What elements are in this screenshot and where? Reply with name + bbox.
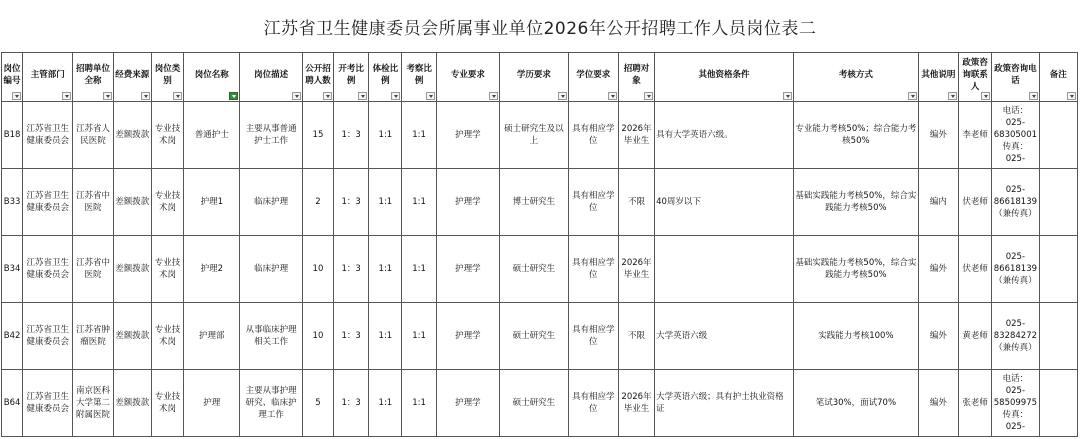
cell-text: 不限 (627, 331, 645, 341)
cell-text: 编外 (929, 130, 947, 140)
column-header (500, 53, 568, 102)
table-cell[interactable] (23, 303, 73, 370)
table-cell[interactable] (73, 169, 113, 236)
table-cell[interactable] (73, 236, 113, 303)
column-header (793, 53, 918, 102)
cell-text: 1:1 (412, 130, 426, 140)
filter-dropdown-icon[interactable] (103, 92, 112, 100)
cell-text: 硕士研究生 (512, 398, 556, 408)
filter-dropdown-icon[interactable] (12, 92, 21, 100)
cell-text: 实践能力考核100% (818, 331, 894, 341)
column-header (184, 53, 240, 102)
filter-dropdown-icon[interactable] (229, 92, 238, 100)
filter-dropdown-icon[interactable] (558, 92, 567, 100)
table-cell[interactable] (655, 236, 794, 303)
column-header-label: 岗位类别 (154, 64, 181, 86)
table-cell[interactable] (369, 303, 402, 370)
cell-text: 硕士研究生 (512, 264, 556, 274)
cell-text: 不限 (627, 197, 645, 207)
filter-dropdown-icon[interactable] (489, 92, 498, 100)
table-cell[interactable] (334, 102, 369, 169)
cell-text: 40周岁以下 (656, 197, 701, 207)
cell-text: 1:1 (378, 130, 393, 140)
cell-text: 硕士研究生及以上 (504, 124, 564, 146)
table-row (2, 102, 1078, 169)
cell-text: 1：3 (341, 130, 361, 140)
table-cell[interactable] (23, 236, 73, 303)
cell-text: 025-83284272（兼传真） (993, 319, 1038, 353)
column-header (402, 53, 436, 102)
table-cell[interactable] (918, 236, 958, 303)
cell-text: 编外 (929, 398, 947, 408)
cell-text: B34 (3, 264, 21, 274)
cell-text: 1:1 (378, 264, 393, 274)
cell-text: 1：3 (341, 197, 361, 207)
table-cell[interactable] (568, 102, 618, 169)
table-cell[interactable] (151, 169, 183, 236)
column-header (73, 53, 113, 102)
table-cell[interactable] (151, 236, 183, 303)
table-cell[interactable] (655, 169, 794, 236)
column-header-label: 专业要求 (450, 70, 485, 80)
cell-text: 2 (315, 197, 321, 207)
table-cell[interactable] (113, 370, 151, 437)
table-cell[interactable] (500, 102, 568, 169)
cell-text: B42 (3, 331, 21, 341)
table-cell[interactable] (655, 102, 794, 169)
column-header (334, 53, 369, 102)
cell-text: 差额拨款 (115, 398, 150, 408)
column-header (618, 53, 654, 102)
cell-text: 南京医科大学第二附属医院 (76, 386, 111, 420)
cell-text: 差额拨款 (115, 331, 150, 341)
cell-text: 黄老师 (962, 331, 988, 341)
table-cell[interactable] (402, 370, 436, 437)
table-cell[interactable] (959, 102, 992, 169)
cell-text: 专业技术岗 (154, 325, 181, 347)
cell-text: 专业技术岗 (154, 191, 181, 213)
cell-text: 护理部 (199, 331, 225, 341)
table-cell[interactable] (500, 169, 568, 236)
cell-text: 差额拨款 (115, 197, 150, 207)
table-cell[interactable] (992, 169, 1039, 236)
cell-text: 护理学 (455, 331, 481, 341)
cell-text: 李老师 (962, 130, 988, 140)
cell-text: B64 (3, 398, 21, 408)
table-row (2, 370, 1078, 437)
column-header-label: 岗位描述 (254, 70, 289, 80)
column-header (2, 53, 23, 102)
column-header (992, 53, 1039, 102)
table-cell[interactable] (500, 370, 568, 437)
cell-text: 编外 (929, 331, 947, 341)
cell-text: 江苏省卫生健康委员会 (26, 325, 70, 347)
column-header-label: 学位要求 (576, 70, 611, 80)
cell-text: 1:1 (412, 264, 426, 274)
cell-text: 15 (312, 130, 324, 140)
filter-dropdown-icon[interactable] (644, 92, 653, 100)
table-cell[interactable] (436, 370, 499, 437)
filter-dropdown-icon[interactable] (948, 92, 957, 100)
table-cell[interactable] (240, 102, 302, 169)
column-header-label: 考察比例 (406, 64, 432, 86)
table-cell[interactable] (2, 102, 23, 169)
filter-dropdown-icon[interactable] (391, 92, 400, 100)
table-cell[interactable] (618, 102, 654, 169)
cell-text: 江苏省中医院 (76, 191, 111, 213)
table-cell[interactable] (369, 169, 402, 236)
table-cell[interactable] (240, 370, 302, 437)
column-header (918, 53, 958, 102)
table-cell[interactable] (959, 169, 992, 236)
cell-text: 具有相应学位 (571, 258, 615, 280)
filter-dropdown-icon[interactable] (981, 92, 990, 100)
cell-text: 普通护士 (194, 130, 229, 140)
cell-text: 差额拨款 (115, 264, 150, 274)
column-header-label: 岗位编号 (3, 64, 21, 86)
filter-dropdown-icon[interactable] (292, 92, 301, 100)
cell-text: 专业技术岗 (154, 124, 181, 146)
table-cell[interactable] (793, 303, 918, 370)
filter-dropdown-icon[interactable] (1029, 92, 1038, 100)
table-cell[interactable] (918, 169, 958, 236)
cell-text: B18 (3, 130, 21, 140)
cell-text: 护理学 (455, 197, 481, 207)
column-header-label: 招聘单位全称 (76, 64, 111, 86)
cell-text: 10 (312, 331, 324, 341)
table-cell[interactable] (334, 236, 369, 303)
table-body (2, 102, 1078, 437)
filter-dropdown-icon[interactable] (908, 92, 917, 100)
column-header-label: 备注 (1049, 70, 1067, 80)
table-cell[interactable] (959, 303, 992, 370)
cell-text: 5 (315, 398, 321, 408)
table-cell[interactable] (436, 169, 499, 236)
cell-text: 主要从事普通护士工作 (245, 124, 297, 146)
table-cell[interactable] (369, 236, 402, 303)
table-cell[interactable] (793, 370, 918, 437)
cell-text: 1:1 (412, 398, 426, 408)
column-header (959, 53, 992, 102)
table-cell[interactable] (369, 370, 402, 437)
table-cell[interactable] (23, 169, 73, 236)
cell-text: 具有相应学位 (571, 124, 615, 146)
table-cell[interactable] (918, 370, 958, 437)
table-cell[interactable] (402, 236, 436, 303)
table-cell[interactable] (959, 370, 992, 437)
cell-text: 临床护理 (254, 197, 289, 207)
filter-dropdown-icon[interactable] (323, 92, 332, 100)
filter-dropdown-icon[interactable] (62, 92, 71, 100)
table-cell[interactable] (334, 370, 369, 437)
column-header-label: 其他说明 (921, 70, 956, 80)
column-header (151, 53, 183, 102)
cell-text: 1:1 (378, 398, 393, 408)
table-cell[interactable] (2, 169, 23, 236)
column-header-label: 开考比例 (338, 64, 364, 86)
table-cell[interactable] (436, 303, 499, 370)
table-cell[interactable] (568, 303, 618, 370)
cell-text: 江苏省卫生健康委员会 (26, 191, 70, 213)
cell-text: 江苏省肿瘤医院 (76, 325, 111, 347)
table-cell[interactable] (369, 102, 402, 169)
table-cell[interactable] (992, 370, 1039, 437)
column-header (23, 53, 73, 102)
cell-text: 2026年毕业生 (621, 392, 652, 414)
table-cell[interactable] (240, 169, 302, 236)
column-header (302, 53, 333, 102)
cell-text: 专业能力考核50%；综合能力考核50% (795, 124, 917, 146)
table-cell[interactable] (23, 102, 73, 169)
cell-text: 江苏省卫生健康委员会 (26, 124, 70, 146)
cell-text: 025-86618139（兼传真） (993, 252, 1038, 286)
table-cell[interactable] (918, 303, 958, 370)
column-header-label: 招聘对象 (623, 64, 650, 86)
cell-text: 专业技术岗 (154, 392, 181, 414)
filter-dropdown-icon[interactable] (173, 92, 182, 100)
column-header-label: 岗位名称 (194, 70, 229, 80)
filter-dropdown-icon[interactable] (783, 92, 792, 100)
column-header-label: 学历要求 (516, 70, 551, 80)
table-cell[interactable] (302, 303, 333, 370)
table-cell[interactable] (302, 236, 333, 303)
table-cell[interactable] (992, 102, 1039, 169)
table-cell[interactable] (334, 303, 369, 370)
job-table (1, 52, 1078, 437)
header-row (2, 53, 1078, 102)
cell-text: 大学英语六级 (656, 331, 708, 341)
table-cell[interactable] (1039, 169, 1077, 236)
table-cell[interactable] (992, 236, 1039, 303)
cell-text: 10 (312, 264, 324, 274)
cell-text: 护理2 (200, 264, 224, 274)
cell-text: 2026年毕业生 (621, 124, 652, 146)
cell-text: 电话：025-68305001传真：025- (993, 106, 1038, 164)
column-header-label: 经费来源 (115, 70, 150, 80)
table-cell[interactable] (793, 102, 918, 169)
table-cell[interactable] (1039, 236, 1077, 303)
table-cell[interactable] (151, 102, 183, 169)
cell-text: 大学英语六级；具有护士执业资格证 (656, 392, 784, 414)
cell-text: 护理学 (455, 130, 481, 140)
table-cell[interactable] (302, 370, 333, 437)
column-header-label: 政策咨询联系人 (962, 58, 988, 92)
cell-text: 1:1 (378, 331, 393, 341)
cell-text: 基础实践能力考核50%，综合实践能力考核50% (795, 258, 917, 280)
cell-text: 张老师 (962, 398, 988, 408)
table-cell[interactable] (500, 303, 568, 370)
table-cell[interactable] (568, 370, 618, 437)
table-cell[interactable] (618, 303, 654, 370)
table-cell[interactable] (184, 169, 240, 236)
cell-text: 伏老师 (962, 197, 988, 207)
table-cell[interactable] (302, 102, 333, 169)
column-header-label: 政策咨询电话 (994, 64, 1037, 86)
cell-text: 025-86618139（兼传真） (993, 185, 1038, 219)
cell-text: 基础实践能力考核50%，综合实践能力考核50% (795, 191, 917, 213)
table-cell[interactable] (2, 236, 23, 303)
table-cell[interactable] (1039, 370, 1077, 437)
column-header (240, 53, 302, 102)
cell-text: 具有相应学位 (571, 392, 615, 414)
table-cell[interactable] (655, 303, 794, 370)
table-cell[interactable] (992, 303, 1039, 370)
table-cell[interactable] (618, 370, 654, 437)
cell-text: 1:1 (412, 197, 426, 207)
cell-text: 具有相应学位 (571, 191, 615, 213)
cell-text: 护理学 (455, 398, 481, 408)
table-row (2, 303, 1078, 370)
table-cell[interactable] (500, 236, 568, 303)
column-header (113, 53, 151, 102)
column-header (369, 53, 402, 102)
cell-text: 临床护理 (254, 264, 289, 274)
cell-text: 差额拨款 (115, 130, 150, 140)
table-cell[interactable] (151, 303, 183, 370)
column-header (655, 53, 794, 102)
filter-dropdown-icon[interactable] (358, 92, 367, 100)
table-cell[interactable] (113, 169, 151, 236)
cell-text: 江苏省卫生健康委员会 (26, 392, 70, 414)
table-cell[interactable] (402, 102, 436, 169)
table-cell[interactable] (2, 370, 23, 437)
cell-text: 江苏省中医院 (76, 258, 111, 280)
table-cell[interactable] (1039, 303, 1077, 370)
cell-text: 护理1 (200, 197, 224, 207)
filter-dropdown-icon[interactable] (141, 92, 150, 100)
cell-text: 1：3 (341, 331, 361, 341)
cell-text: 编外 (929, 264, 947, 274)
table-cell[interactable] (73, 303, 113, 370)
table-cell[interactable] (655, 370, 794, 437)
table-cell[interactable] (113, 102, 151, 169)
table-cell[interactable] (302, 169, 333, 236)
table-row (2, 236, 1078, 303)
table-cell[interactable] (402, 169, 436, 236)
table-cell[interactable] (240, 303, 302, 370)
page-title: 江苏省卫生健康委员会所属事业单位2026年公开招聘工作人员岗位表二 (263, 18, 817, 39)
cell-text: 伏老师 (962, 264, 988, 274)
cell-text: 1:1 (378, 197, 393, 207)
cell-text: 电话：025-58509975传真：025- (993, 374, 1038, 432)
table-cell[interactable] (2, 303, 23, 370)
table-cell[interactable] (402, 303, 436, 370)
cell-text: 编内 (929, 197, 947, 207)
cell-text: 硕士研究生 (512, 331, 556, 341)
table-cell[interactable] (73, 370, 113, 437)
column-header (568, 53, 618, 102)
table-cell[interactable] (568, 169, 618, 236)
column-header-label: 主管部门 (30, 70, 65, 80)
cell-text: 护理学 (455, 264, 481, 274)
cell-text: B33 (3, 197, 21, 207)
cell-text: 博士研究生 (512, 197, 556, 207)
table-cell[interactable] (568, 236, 618, 303)
table-cell[interactable] (184, 370, 240, 437)
table-cell[interactable] (184, 102, 240, 169)
table-cell[interactable] (1039, 102, 1077, 169)
table-cell[interactable] (73, 102, 113, 169)
table-cell[interactable] (151, 370, 183, 437)
table-cell[interactable] (436, 236, 499, 303)
cell-text: 专业技术岗 (154, 258, 181, 280)
table-cell[interactable] (918, 102, 958, 169)
table-cell[interactable] (113, 303, 151, 370)
table-cell[interactable] (436, 102, 499, 169)
table-cell[interactable] (618, 236, 654, 303)
cell-text: 具有相应学位 (571, 325, 615, 347)
cell-text: 1：3 (341, 398, 361, 408)
table-cell[interactable] (23, 370, 73, 437)
column-header (436, 53, 499, 102)
cell-text: 具有大学英语六级。 (656, 130, 733, 140)
table-cell[interactable] (793, 236, 918, 303)
column-header-label: 公开招聘人数 (305, 64, 331, 86)
cell-text: 1：3 (341, 264, 361, 274)
column-header-label: 考核方式 (838, 70, 873, 80)
cell-text: 护理 (203, 398, 221, 408)
filter-dropdown-icon[interactable] (608, 92, 617, 100)
table-cell[interactable] (240, 236, 302, 303)
cell-text: 从事临床护理相关工作 (245, 325, 297, 347)
table-cell[interactable] (959, 236, 992, 303)
table-cell[interactable] (793, 169, 918, 236)
cell-text: 笔试30%，面试70% (815, 398, 897, 408)
cell-text: 2026年毕业生 (621, 258, 652, 280)
column-header-label: 其他资格条件 (698, 70, 750, 80)
table-cell[interactable] (113, 236, 151, 303)
cell-text: 1:1 (412, 331, 426, 341)
table-cell[interactable] (334, 169, 369, 236)
table-cell[interactable] (184, 236, 240, 303)
cell-text: 主要从事护理研究、临床护理工作 (245, 386, 297, 420)
table-row (2, 169, 1078, 236)
column-header-label: 体检比例 (372, 64, 399, 86)
table-cell[interactable] (184, 303, 240, 370)
filter-dropdown-icon[interactable] (1067, 92, 1076, 100)
column-header (1039, 53, 1077, 102)
table-cell[interactable] (618, 169, 654, 236)
filter-dropdown-icon[interactable] (426, 92, 435, 100)
cell-text: 江苏省人民医院 (76, 124, 111, 146)
cell-text: 江苏省卫生健康委员会 (26, 258, 70, 280)
